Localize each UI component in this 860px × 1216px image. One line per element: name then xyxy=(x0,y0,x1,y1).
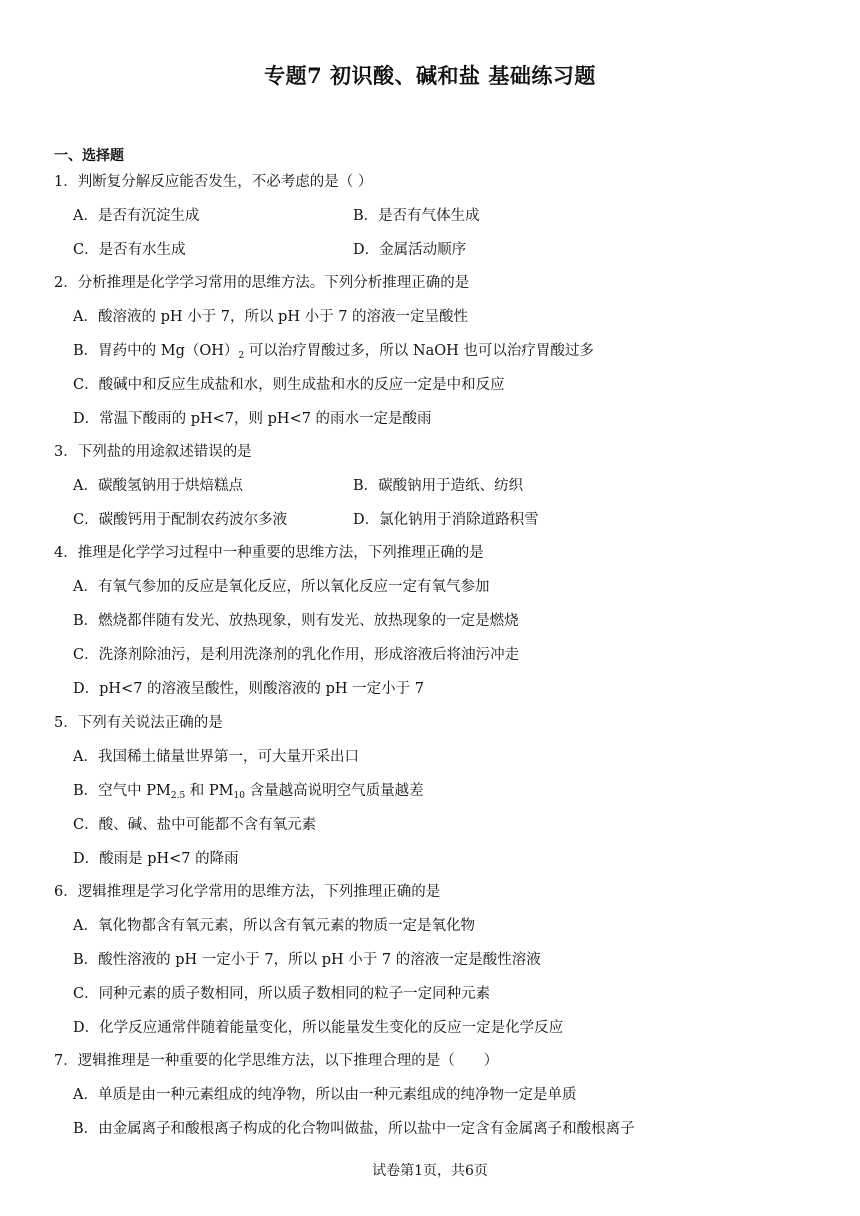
question-3-option-b: B．碳酸钠用于造纸、纺织 xyxy=(353,478,524,494)
option-text: B．胃药中的 Mg（OH） xyxy=(73,343,239,359)
question-3-option-d: D．氯化钠用于消除道路积雪 xyxy=(353,512,539,528)
subscript: 2 xyxy=(238,351,245,361)
question-1-option-d: D．金属活动顺序 xyxy=(353,242,467,258)
question-2-option-b xyxy=(73,341,594,361)
question-6-option-a: A．氧化物都含有氧元素，所以含有氧元素的物质一定是氧化物 xyxy=(73,918,475,934)
page-title: 专题7 初识酸、碱和盐 基础练习题 xyxy=(264,63,596,88)
question-7-option-b: B．由金属离子和酸根离子构成的化合物叫做盐，所以盐中一定含有金属离子和酸根离子 xyxy=(73,1121,635,1137)
question-2-stem: 2．分析推理是化学学习常用的思维方法。下列分析推理正确的是 xyxy=(54,275,470,291)
question-5-option-d: D．酸雨是 pH<7 的降雨 xyxy=(73,851,239,867)
option-text: 和 PM xyxy=(185,783,234,799)
question-7-option-a: A．单质是由一种元素组成的纯净物，所以由一种元素组成的纯净物一定是单质 xyxy=(73,1087,577,1103)
question-4-option-b: B．燃烧都伴随有发光、放热现象，则有发光、放热现象的一定是燃烧 xyxy=(73,613,519,629)
question-2-option-c: C．酸碱中和反应生成盐和水，则生成盐和水的反应一定是中和反应 xyxy=(73,377,505,393)
question-6-option-b: B．酸性溶液的 pH 一定小于 7，所以 pH 小于 7 的溶液一定是酸性溶液 xyxy=(73,952,541,968)
question-2-option-a: A．酸溶液的 pH 小于 7，所以 pH 小于 7 的溶液一定呈酸性 xyxy=(73,309,469,325)
question-5-option-c: C．酸、碱、盐中可能都不含有氧元素 xyxy=(73,817,317,833)
question-5-option-a: A．我国稀土储量世界第一，可大量开采出口 xyxy=(73,749,359,765)
question-2-option-d: D．常温下酸雨的 pH<7，则 pH<7 的雨水一定是酸雨 xyxy=(73,411,432,427)
question-4-option-c: C．洗涤剂除油污，是利用洗涤剂的乳化作用，形成溶液后将油污冲走 xyxy=(73,647,520,663)
question-4-option-d: D．pH<7 的溶液呈酸性，则酸溶液的 pH 一定小于 7 xyxy=(73,681,425,697)
question-1-option-b: B．是否有气体生成 xyxy=(353,208,480,224)
question-1-option-a: A．是否有沉淀生成 xyxy=(73,208,200,224)
question-5-option-b xyxy=(73,781,424,801)
question-3-option-c: C．碳酸钙用于配制农药波尔多液 xyxy=(73,512,288,528)
question-4-stem: 4．推理是化学学习过程中一种重要的思维方法，下列推理正确的是 xyxy=(54,545,484,561)
question-5-stem: 5．下列有关说法正确的是 xyxy=(54,715,223,731)
subscript: 2.5 xyxy=(170,791,186,801)
option-text: 可以治疗胃酸过多，所以 NaOH 也可以治疗胃酸过多 xyxy=(244,343,594,359)
option-text: B．空气中 PM xyxy=(73,783,171,799)
question-1-option-c: C．是否有水生成 xyxy=(73,242,186,258)
question-3-stem: 3．下列盐的用途叙述错误的是 xyxy=(54,444,252,460)
question-1-stem: 1．判断复分解反应能否发生，不必考虑的是（ ） xyxy=(54,174,373,190)
page-footer: 试卷第1页，共6页 xyxy=(372,1163,488,1179)
question-6-stem: 6．逻辑推理是学习化学常用的思维方法，下列推理正确的是 xyxy=(54,884,441,900)
question-4-option-a: A．有氧气参加的反应是氧化反应，所以氧化反应一定有氧气参加 xyxy=(73,579,490,595)
option-text: 含量越高说明空气质量越差 xyxy=(244,783,424,799)
subscript: 10 xyxy=(233,791,245,801)
question-6-option-d: D．化学反应通常伴随着能量变化，所以能量发生变化的反应一定是化学反应 xyxy=(73,1020,564,1036)
section-heading: 一、选择题 xyxy=(54,148,124,164)
question-7-stem: 7．逻辑推理是一种重要的化学思维方法，以下推理合理的是（ ） xyxy=(54,1053,499,1069)
question-6-option-c: C．同种元素的质子数相同，所以质子数相同的粒子一定同种元素 xyxy=(73,986,491,1002)
question-3-option-a: A．碳酸氢钠用于烘焙糕点 xyxy=(73,478,243,494)
